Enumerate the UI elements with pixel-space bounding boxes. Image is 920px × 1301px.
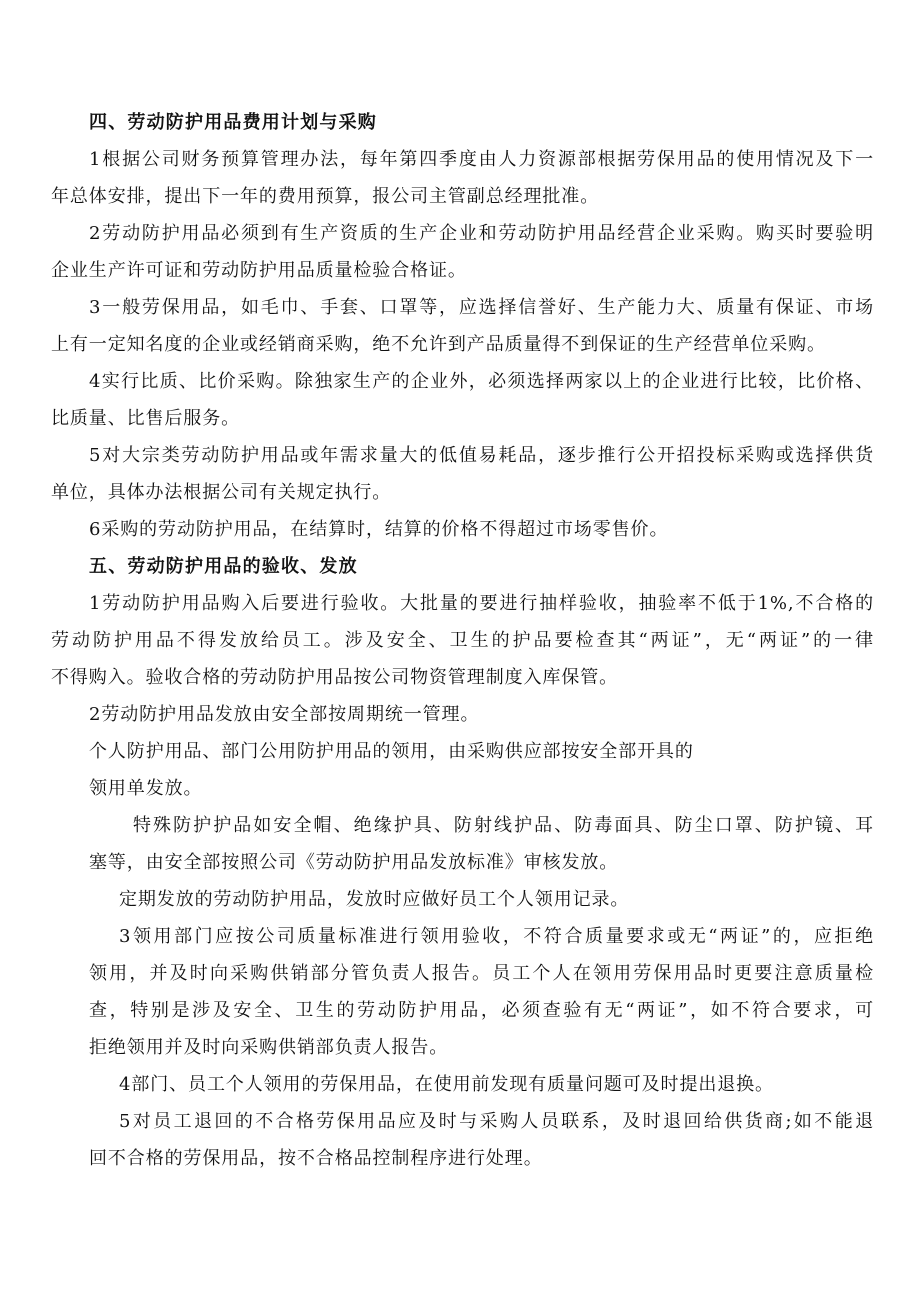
paragraph-line: 上有一定知名度的企业或经销商采购，绝不允许到产品质量得不到保证的生产经营单位采购。 (51, 334, 826, 355)
paragraph-line: 劳动防护用品不得发放给员工。涉及安全、卫生的护品要检查其“两证”，无“两证”的一律 (51, 630, 874, 651)
paragraph-line: 定期发放的劳动防护用品，发放时应做好员工个人领用记录。 (119, 889, 630, 910)
section-heading-4: 四、劳动防护用品费用计划与采购 (89, 112, 377, 133)
paragraph-line: 领用单发放。 (89, 778, 203, 799)
paragraph-line: 特殊防护护品如安全帽、绝缘护具、防射线护品、防毒面具、防尘口罩、防护镜、耳 (133, 815, 874, 836)
section-heading-5: 五、劳动防护用品的验收、发放 (89, 556, 358, 577)
paragraph-line: 个人防护用品、部门公用防护用品的领用，由采购供应部按安全部开具的 (89, 741, 694, 762)
paragraph-line: 领用，并及时向采购供销部分管负责人报告。员工个人在领用劳保用品时更要注意质量检 (89, 963, 874, 984)
paragraph-line: 1劳动防护用品购入后要进行验收。大批量的要进行抽样验收，抽验率不低于1%,不合格的 (89, 593, 874, 614)
paragraph-line: 1根据公司财务预算管理办法，每年第四季度由人力资源部根据劳保用品的使用情况及下一 (89, 149, 874, 170)
paragraph-line: 回不合格的劳保用品，按不合格品控制程序进行处理。 (89, 1148, 543, 1169)
paragraph-line: 塞等，由安全部按照公司《劳动防护用品发放标准》审核发放。 (89, 852, 619, 873)
paragraph-line: 3领用部门应按公司质量标准进行领用验收，不符合质量要求或无“两证”的，应拒绝 (119, 926, 874, 947)
paragraph-line: 年总体安排，提出下一年的费用预算，报公司主管副总经理批准。 (51, 186, 600, 207)
paragraph-line: 2劳动防护用品发放由安全部按周期统一管理。 (89, 704, 480, 725)
paragraph-line: 2劳动防护用品必须到有生产资质的生产企业和劳动防护用品经营企业采购。购买时要验明 (89, 223, 874, 244)
paragraph-line: 不得购入。验收合格的劳动防护用品按公司物资管理制度入库保管。 (51, 667, 618, 688)
paragraph-line: 比质量、比售后服务。 (51, 408, 240, 429)
paragraph-line: 拒绝领用并及时向采购供销部负责人报告。 (89, 1037, 449, 1058)
paragraph-line: 5对员工退回的不合格劳保用品应及时与采购人员联系，及时退回给供货商;如不能退 (119, 1111, 874, 1132)
paragraph-line: 6采购的劳动防护用品，在结算时，结算的价格不得超过市场零售价。 (89, 519, 669, 540)
paragraph-line: 单位，具体办法根据公司有关规定执行。 (51, 482, 392, 503)
paragraph-line: 3一般劳保用品，如毛巾、手套、口罩等，应选择信誉好、生产能力大、质量有保证、市场 (89, 297, 874, 318)
paragraph-line: 企业生产许可证和劳动防护用品质量检验合格证。 (51, 260, 467, 281)
paragraph-line: 4部门、员工个人领用的劳保用品，在使用前发现有质量问题可及时提出退换。 (119, 1074, 774, 1095)
paragraph-line: 5对大宗类劳动防护用品或年需求量大的低值易耗品，逐步推行公开招投标采购或选择供货 (89, 445, 874, 466)
paragraph-line: 查，特别是涉及安全、卫生的劳动防护用品，必须查验有无“两证”，如不符合要求，可 (89, 1000, 874, 1021)
paragraph-line: 4实行比质、比价采购。除独家生产的企业外，必须选择两家以上的企业进行比较，比价格、 (89, 371, 874, 392)
